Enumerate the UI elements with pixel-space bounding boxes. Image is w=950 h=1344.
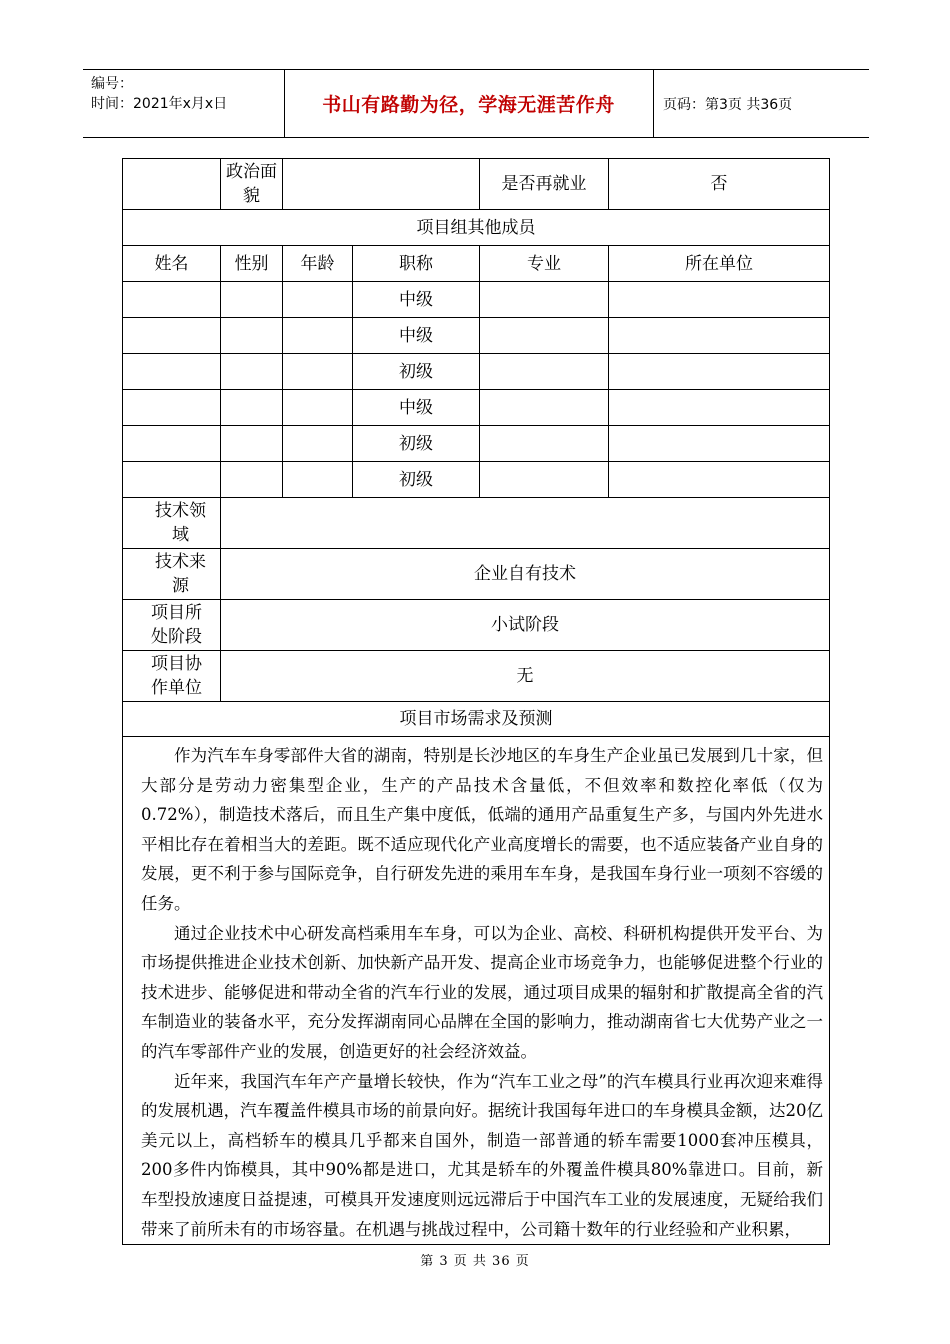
member-name (123, 282, 221, 318)
member-major (480, 354, 609, 390)
market-section-title: 项目市场需求及预测 (123, 702, 830, 737)
member-row (123, 390, 830, 426)
member-row (123, 462, 830, 498)
table-row (123, 498, 830, 549)
member-row (123, 282, 830, 318)
member-age (283, 318, 353, 354)
page-footer: 第 3 页 共 36 页 (420, 1254, 530, 1269)
table-row (123, 737, 830, 1245)
member-row (123, 354, 830, 390)
column-header: 专业 (480, 246, 609, 282)
member-unit (609, 354, 830, 390)
application-form-table (122, 158, 830, 1245)
reemployed-label: 是否再就业 (480, 159, 609, 210)
paragraph: 近年来，我国汽车年产产量增长较快，作为“汽车工业之母”的汽车模具行业再次迎来难得的发展机遇，汽车覆盖件模具市场的前景向好。据统计我国每年进口的车身模具金额，达20亿美元以上，高档轿车的模具几乎都来自国外，制造一部普通的轿车需要1000套冲压模具，200多件内饰模具，其中90%都是进口，尤其是轿车的外覆盖件模具80%靠进口。目前，新车型投放速度日益提速，可模具开发速度则远远滞后于中国汽车工业的发展速度，无疑给我们带来了前所未有的市场容量。在机遇与挑战过程中，公司籍十数年的行业经验和产业积累， (141, 1071, 823, 1239)
tech-source-label: 技术来源 (123, 549, 221, 600)
political-status-value (283, 159, 480, 210)
member-title: 初级 (353, 462, 480, 498)
document-number-label: 编号： (91, 76, 133, 92)
table-row (123, 651, 830, 702)
member-major (480, 318, 609, 354)
member-unit (609, 282, 830, 318)
member-title: 初级 (353, 426, 480, 462)
member-age (283, 390, 353, 426)
header-motto: 书山有路勤为径，学海无涯苦作舟 (322, 94, 615, 116)
member-age (283, 282, 353, 318)
member-unit (609, 390, 830, 426)
project-stage-label: 项目所处阶段 (123, 600, 221, 651)
reemployed-value: 否 (609, 159, 830, 210)
member-gender (221, 282, 283, 318)
member-name (123, 318, 221, 354)
table-row (123, 702, 830, 737)
member-major (480, 462, 609, 498)
tech-field-label: 技术领域 (123, 498, 221, 549)
political-status-label: 政治面貌 (221, 159, 283, 210)
column-header: 性别 (221, 246, 283, 282)
paragraph: 通过企业技术中心研发高档乘用车车身，可以为企业、高校、科研机构提供开发平台、为市场提供推进企业技术创新、加快新产品开发、提高企业市场竞争力，也能够促进整个行业的技术进步、能够促进和带动全省的汽车行业的发展，通过项目成果的辐射和扩散提高全省的汽车制造业的装备水平，充分发挥湖南同心品牌在全国的影响力，推动湖南省七大优势产业之一的汽车零部件产业的发展，创造更好的社会经济效益。 (141, 923, 823, 1061)
member-gender (221, 354, 283, 390)
member-major (480, 426, 609, 462)
member-row (123, 318, 830, 354)
member-gender (221, 426, 283, 462)
member-gender (221, 318, 283, 354)
table-row (123, 210, 830, 246)
member-age (283, 462, 353, 498)
members-header-row (123, 246, 830, 282)
project-stage-value: 小试阶段 (221, 600, 830, 651)
member-title: 中级 (353, 282, 480, 318)
page-header (83, 69, 869, 138)
member-row (123, 426, 830, 462)
document-time: 时间：2021年x月x日 (91, 96, 228, 112)
member-title: 中级 (353, 318, 480, 354)
header-page-info: 页码：第3页 共36页 (663, 96, 793, 113)
market-analysis-text (123, 737, 830, 1245)
member-title: 初级 (353, 354, 480, 390)
partner-unit-value: 无 (221, 651, 830, 702)
tech-field-value (221, 498, 830, 549)
tech-source-value: 企业自有技术 (221, 549, 830, 600)
member-name (123, 354, 221, 390)
column-header: 年龄 (283, 246, 353, 282)
column-header: 所在单位 (609, 246, 830, 282)
member-unit (609, 462, 830, 498)
column-header: 职称 (353, 246, 480, 282)
member-name (123, 426, 221, 462)
paragraph: 作为汽车车身零部件大省的湖南，特别是长沙地区的车身生产企业虽已发展到几十家，但大部分是劳动力密集型企业，生产的产品技术含量低，不但效率和数控化率低（仅为0.72%），制造技术落后，而且生产集中度低，低端的通用产品重复生产多，与国内外先进水平相比存在着相当大的差距。既不适应现代化产业高度增长的需要，也不适应装备产业自身的发展，更不利于参与国际竞争，自行研发先进的乘用车车身，是我国车身行业一项刻不容缓的任务。 (141, 746, 823, 913)
member-major (480, 390, 609, 426)
blank-cell (123, 159, 221, 210)
members-section-title: 项目组其他成员 (123, 210, 830, 246)
table-row (123, 549, 830, 600)
member-unit (609, 426, 830, 462)
member-age (283, 354, 353, 390)
member-unit (609, 318, 830, 354)
member-title: 中级 (353, 390, 480, 426)
member-major (480, 282, 609, 318)
member-age (283, 426, 353, 462)
member-name (123, 462, 221, 498)
member-gender (221, 462, 283, 498)
table-row (123, 159, 830, 210)
column-header: 姓名 (123, 246, 221, 282)
member-gender (221, 390, 283, 426)
header-meta (91, 74, 227, 114)
header-divider (653, 70, 654, 137)
partner-unit-label: 项目协作单位 (123, 651, 221, 702)
table-row (123, 600, 830, 651)
member-name (123, 390, 221, 426)
